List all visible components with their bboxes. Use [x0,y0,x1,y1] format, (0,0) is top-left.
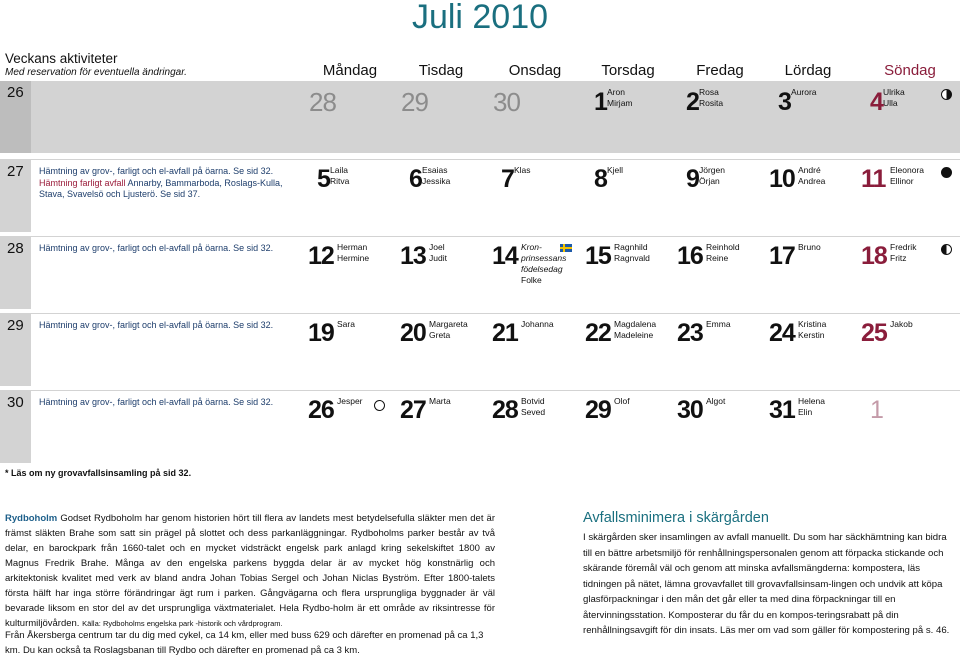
day-names: Esaias Jessika [422,165,451,186]
day-cell [764,160,854,232]
day-cell [303,160,393,232]
note-red: Hämtning farligt avfall [39,177,126,188]
day-names: Kristina Kerstin [798,319,827,340]
day-cell [395,237,485,309]
day-number: 22 [585,319,611,347]
day-number: 30 [493,87,520,117]
week-number-box [0,314,31,386]
day-number: 15 [585,242,611,270]
day-number: 4 [870,88,883,116]
week-number: 29 [7,317,24,334]
day-cell [580,81,670,153]
day-number: 21 [492,319,518,347]
day-header-4: Fredag [696,62,744,79]
week-row [0,236,960,309]
day-header-5: Lördag [784,62,832,79]
day-cell [395,160,485,232]
week-number: 27 [7,163,24,180]
day-cell [764,391,854,463]
day-cell [672,81,762,153]
week-row [0,159,960,232]
day-cell [487,314,577,386]
day-cell [487,237,577,309]
day-cell [764,237,854,309]
day-occasion: Kron- prinsessans födelsedag [521,242,567,274]
note-line: Stava, Svavelsö och Ljusterö. Se sid 37. [39,189,201,199]
moon-phase-icon [941,167,952,178]
day-number: 31 [769,396,795,424]
day-number: 10 [769,165,795,193]
day-cell [487,391,577,463]
day-names: Magdalena Madeleine [614,319,657,340]
day-names: Eleonora Ellinor [890,165,925,186]
day-names: Joel Judit [429,242,447,263]
day-number: 1 [870,396,883,424]
day-header-3: Torsdag [601,62,655,79]
day-names: Algot [706,396,726,406]
day-header-1: Tisdag [418,62,464,79]
moon-phase-icon [941,89,952,100]
week-note [39,320,273,332]
day-cell [672,314,762,386]
rydboholm-article [5,511,495,631]
article-brand: Rydboholm [5,513,58,524]
day-cell [856,314,946,386]
day-names: Bruno [798,242,821,252]
article-directions: Från Åkersberga centrum tar du dig med cykel, ca 14 km, eller med buss 629 och därefter en promenad på ca 1,3 km. Du kan också ta Roslagsbanan till Rydbo och därefter en promenad på ca 3 km. [5,630,484,656]
article-source: Källa: Rydboholms engelska park -historik och vårdprogram. [82,619,283,628]
day-number: 13 [400,242,426,270]
activities-heading: Veckans aktiviteter [5,51,118,66]
week-number: 30 [7,394,24,411]
day-names: Klas [514,165,531,175]
article-text: Godset Rydboholm har genom historien hört till flera av landets mest betydelsefulla släkter men det är främst släkten Brahe som satt sin prägel på slottet och dess parkanläggningar. Rydboholms parker består av två delar, en barockpark från 1660-talet och en mycket vidsträckt engelsk park anlagd kring sekelskiftet 1800 av Magnus Fredrik Brahe. Många av den engelska parkens byggda delar är av mycket hög konstnärlig och arkitektonisk kvalitet med verk av bland andra Johan Tobias Sergel och Johan Niclas Byström. Efter 1800-talets första hälft har inga större förändringar ägt rum i parken. Gångvägarna och flera ursprungliga byggnader är väl bevarade liksom en stor del av det ursprungliga växtmaterialet. Hela Rydbo-holm är ett område av riksintresse för kulturmiljövården. [5,513,495,629]
day-cell [303,314,393,386]
day-names: Jakob [890,319,913,329]
day-number: 5 [317,165,330,193]
side-text: I skärgården sker insamlingen av avfall manuellt. Du som har säckhämtning kan bidra till en bättre arbetsmiljö för renhållningspersonalen genom att förpacka stickande och skärande föremål väl och genom att minska avfallsmängderna: kompostera, läs tidningen på nätet, lämna grovavfallet till grovavfallsinsam-lingen och undvik att köpa glasförpackningar i den mån det går eller ta med dina förpackningar till en återvinningsstation. Komposterar du får du en kompos-teringsrabatt på din renhållningsavgift för din insats. Läs mer om vad som gäller för kompostering på s. 46. [583,532,950,636]
day-number: 26 [308,396,334,424]
day-names: Botvid Seved [521,396,546,417]
week-row [0,313,960,386]
day-cell [303,81,393,153]
week-number-box [0,81,31,153]
day-number: 19 [308,319,334,347]
side-title: Avfallsminimera i skärgården [583,510,769,526]
day-number: 1 [594,88,607,116]
day-number: 29 [401,87,428,117]
day-cell [764,81,854,153]
week-note [39,166,282,201]
day-names: Aurora [791,87,817,97]
day-number: 28 [309,87,336,117]
day-number: 12 [308,242,334,270]
day-names: Rosa Rosita [699,87,724,108]
day-names: Johanna [521,319,554,329]
day-number: 7 [501,165,514,193]
day-header-0: Måndag [322,62,378,79]
day-names: Olof [614,396,630,406]
day-number: 17 [769,242,795,270]
day-names: Folke [521,275,542,285]
day-names: Jörgen Örjan [699,165,725,186]
week-number-box [0,237,31,309]
day-number: 24 [769,319,795,347]
day-cell [856,81,946,153]
day-cell [672,391,762,463]
day-cell [856,391,946,463]
note-text: Annarby, Bammarboda, Roslags-Kulla, [125,177,283,188]
day-number: 30 [677,396,703,424]
day-cell [395,391,485,463]
day-cell [856,237,946,309]
moon-phase-icon [374,400,385,411]
day-cell [764,314,854,386]
day-cell [856,160,946,232]
day-names: Ulrika Ulla [883,87,905,108]
day-number: 28 [492,396,518,424]
swedish-flag-icon [560,244,572,252]
activities-subheading: Med reservation för eventuella ändringar. [5,67,187,78]
day-names: André Andrea [798,165,826,186]
week-number-box [0,160,31,232]
day-names: Emma [706,319,731,329]
week-number: 28 [7,240,24,257]
day-cell [487,160,577,232]
day-names: Herman Hermine [337,242,370,263]
week-note [39,243,273,255]
day-number: 23 [677,319,703,347]
note-line: Hämtning av grov-, farligt och el-avfall på öarna. Se sid 32. [39,320,274,330]
day-number: 11 [861,165,886,193]
day-header-6: Söndag [884,62,936,79]
day-number: 3 [778,88,791,116]
week-number-box [0,391,31,463]
day-cell [672,237,762,309]
day-cell [580,237,670,309]
day-names: Helena Elin [798,396,825,417]
day-names: Aron Mirjam [607,87,633,108]
day-cell [303,237,393,309]
day-header-2: Onsdag [508,62,562,79]
note-line [39,178,282,190]
day-names: Laila Ritva [330,165,350,186]
day-names: Reinhold Reine [706,242,740,263]
day-number: 25 [861,319,887,347]
note-line: Hämtning av grov-, farligt och el-avfall på öarna. Se sid 32. [39,166,274,176]
day-cell [580,391,670,463]
day-names: Jesper [337,396,363,406]
day-number: 18 [861,242,887,270]
note-line: Hämtning av grov-, farligt och el-avfall på öarna. Se sid 32. [39,243,274,253]
day-number: 8 [594,165,607,193]
day-cell [580,314,670,386]
week-row [0,81,960,153]
week-note [39,397,273,409]
moon-phase-icon [941,244,952,255]
day-names: Kjell [607,165,624,175]
day-cell [303,391,393,463]
day-number: 2 [686,88,699,116]
day-cell [672,160,762,232]
day-cell [395,81,485,153]
day-number: 16 [677,242,703,270]
day-cell [395,314,485,386]
day-names: Marta [429,396,451,406]
week-number: 26 [7,84,24,101]
day-number: 6 [409,165,422,193]
day-names: Sara [337,319,355,329]
day-number: 14 [492,242,518,270]
day-names: Fredrik Fritz [890,242,917,263]
day-cell [580,160,670,232]
day-number: 9 [686,165,699,193]
day-number: 20 [400,319,426,347]
note-line: Hämtning av grov-, farligt och el-avfall på öarna. Se sid 32. [39,397,274,407]
day-names: Margareta Greta [429,319,468,340]
day-number: 27 [400,396,426,424]
day-number: 29 [585,396,611,424]
day-cell [487,81,577,153]
day-names: Ragnhild Ragnvald [614,242,650,263]
footnote: * Läs om ny grovavfallsinsamling på sid 32. [5,468,192,478]
page-title: Juli 2010 [411,0,549,36]
week-row [0,390,960,463]
